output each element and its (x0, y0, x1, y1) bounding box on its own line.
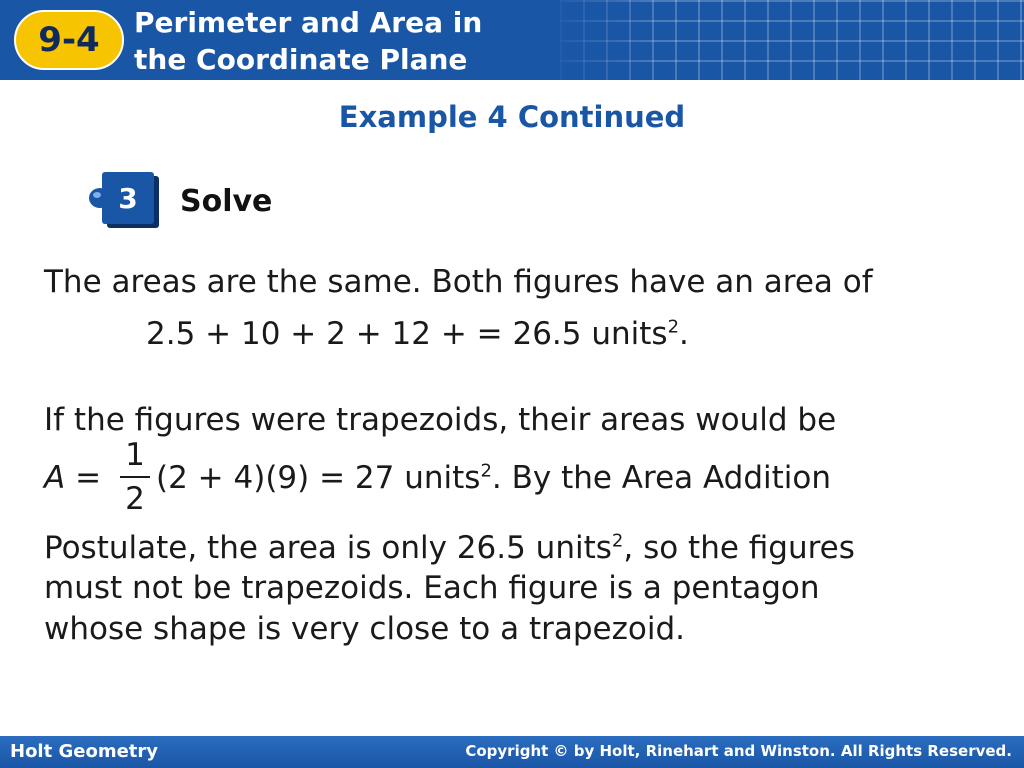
equals-sign: = (65, 460, 102, 496)
fraction-one-half (120, 436, 150, 518)
fraction-numerator: 1 (125, 437, 145, 473)
body-line-1: The areas are the same. Both figures have an area of (44, 264, 873, 300)
footer-bar (0, 736, 1024, 768)
puzzle-piece-icon (88, 170, 160, 228)
body-line-4b (156, 460, 831, 496)
fraction-denominator: 2 (125, 481, 145, 517)
body-line-7: whose shape is very close to a trapezoid. (44, 611, 685, 647)
puzzle-piece-tab (89, 188, 111, 208)
body-line-3: If the figures were trapezoids, their areas would be (44, 402, 837, 438)
postulate-text: Postulate, the area is only 26.5 units (44, 530, 612, 566)
lesson-title (134, 4, 554, 78)
body-line-2 (146, 316, 689, 352)
lesson-title-line1: Perimeter and Area in (134, 6, 483, 39)
body-line-5 (44, 530, 855, 566)
units-exponent: 2 (480, 460, 492, 482)
footer-copyright: Copyright © by Holt, Rinehart and Winston. All Rights Reserved. (465, 742, 1012, 760)
postulate-text-tail: , so the figures (623, 530, 855, 566)
area-variable: A (44, 460, 66, 496)
puzzle-piece-highlight (93, 192, 101, 198)
lesson-number-badge: 9-4 (14, 10, 124, 70)
area-sum-period: . (679, 316, 689, 352)
step-number: 3 (118, 182, 138, 215)
body-line-6: must not be trapezoids. Each figure is a pentagon (44, 570, 820, 606)
body-line-4a (44, 460, 101, 496)
footer-course-name: Holt Geometry (10, 741, 158, 762)
lesson-title-line2: the Coordinate Plane (134, 43, 468, 76)
step-label: Solve (180, 184, 273, 219)
fraction-bar (120, 476, 150, 478)
header-banner (0, 0, 1024, 80)
units-exponent: 2 (611, 530, 624, 552)
header-grid-fade (540, 0, 660, 80)
area-addition-text: . By the Area Addition (491, 460, 831, 496)
units-exponent: 2 (667, 316, 680, 338)
area-sum-text: 2.5 + 10 + 2 + 12 + = 26.5 units (146, 316, 668, 352)
example-subtitle: Example 4 Continued (338, 100, 686, 134)
trapezoid-formula: (2 + 4)(9) = 27 units (156, 460, 481, 496)
